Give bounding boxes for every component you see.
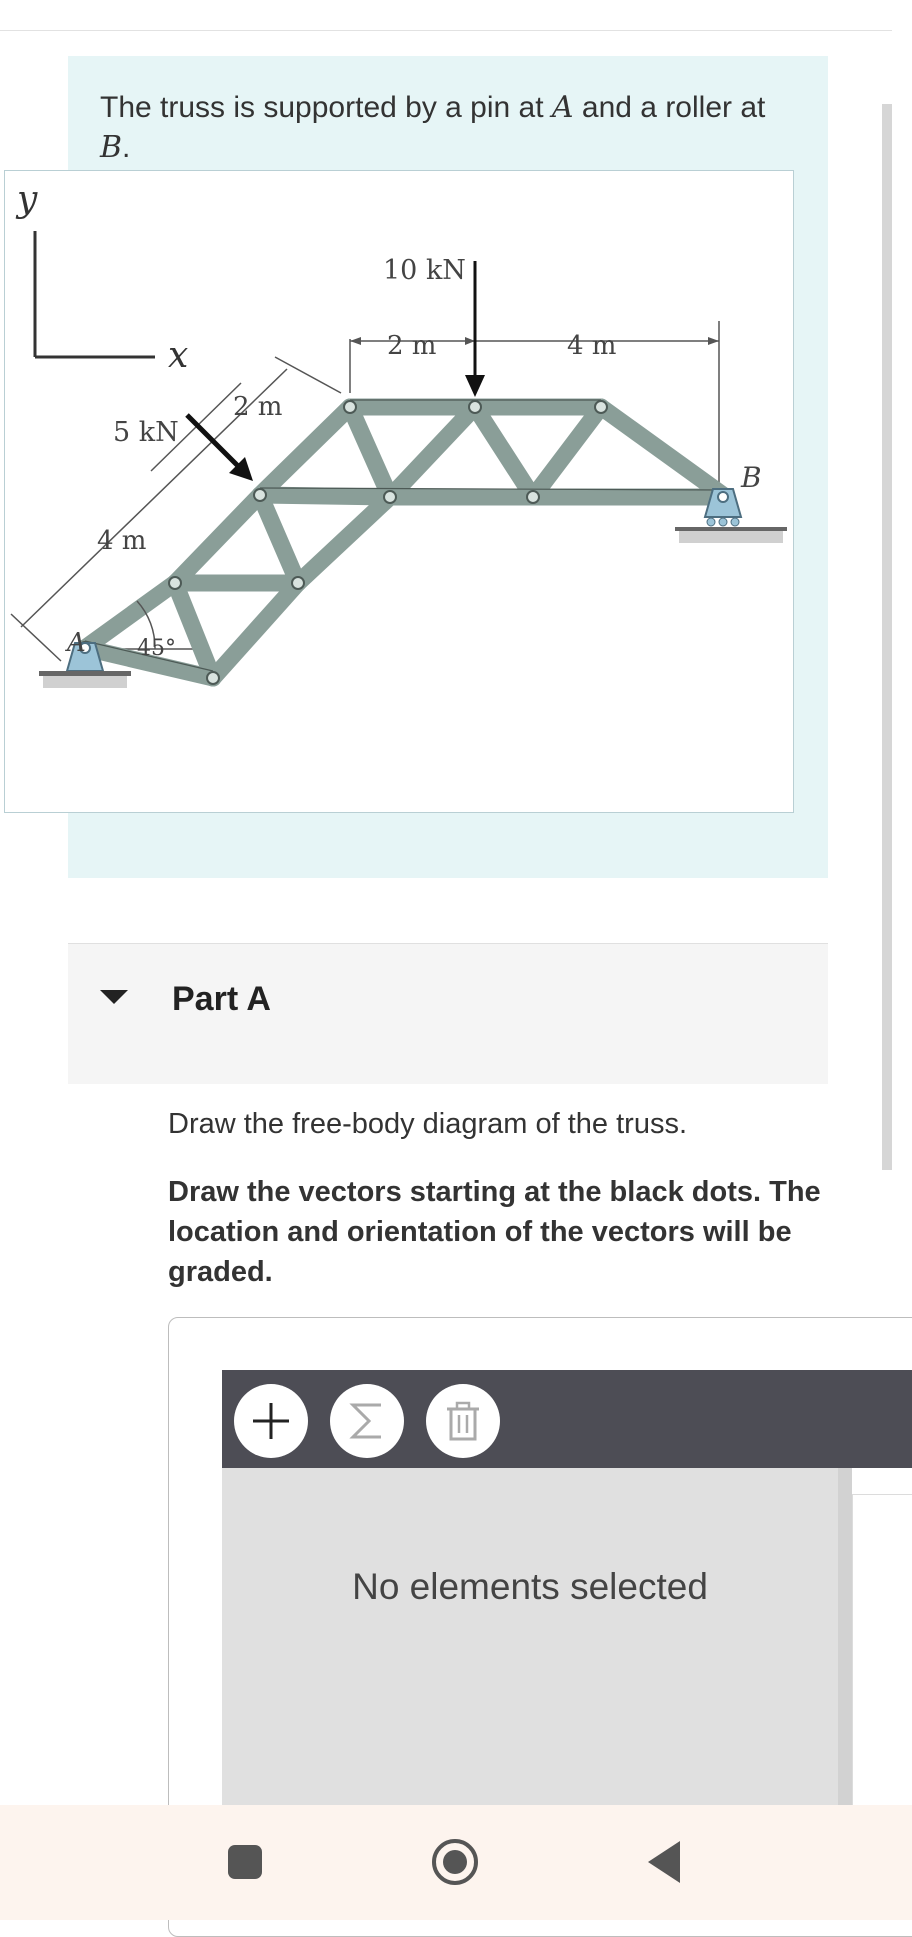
intro-text-2: and a roller at (573, 91, 766, 124)
load-5kn-label: 5 kN (113, 417, 179, 448)
part-title[interactable]: Part A (172, 980, 271, 1018)
plus-icon (249, 1399, 293, 1443)
square-icon (226, 1843, 264, 1881)
back-button[interactable] (644, 1839, 684, 1890)
scrollbar[interactable] (882, 104, 892, 1170)
load-5kn-arrow (187, 415, 253, 481)
dim-4m-top-label: 4 m (567, 331, 617, 361)
load-10kn-label: 10 kN (383, 255, 466, 286)
angle-label: 45° (137, 636, 176, 661)
axis-y-label: y (17, 179, 38, 220)
truss-diagram (5, 171, 795, 814)
add-vector-button[interactable] (234, 1384, 308, 1458)
var-a: A (551, 90, 574, 125)
problem-statement (100, 88, 800, 168)
sigma-icon (345, 1399, 389, 1443)
label-a: A (67, 628, 86, 658)
home-circle-icon (430, 1837, 480, 1887)
truss-members (85, 407, 723, 678)
drawing-canvas[interactable] (222, 1468, 838, 1808)
load-10kn-arrow (465, 261, 485, 397)
back-triangle-icon (644, 1839, 684, 1885)
collapse-triangle-icon[interactable] (100, 990, 128, 1004)
label-b: B (741, 461, 762, 494)
intro-text-1: The truss is supported by a pin at (100, 91, 552, 124)
canvas-edge (838, 1468, 852, 1808)
top-divider (0, 30, 892, 31)
drawing-toolbar (222, 1370, 912, 1468)
var-b: B (100, 130, 123, 165)
axes (35, 231, 155, 357)
home-button[interactable] (430, 1837, 480, 1892)
side-panel (852, 1494, 912, 1815)
intro-text-3: . (122, 131, 131, 164)
trash-icon (441, 1399, 485, 1443)
instruction-bold-text: Draw the vectors starting at the black dots. The location and orientation of the vectors will be graded. (168, 1176, 821, 1288)
no-selection-status: No elements selected (352, 1566, 708, 1607)
dim-2m-diag-label: 2 m (233, 392, 283, 422)
sum-button[interactable] (330, 1384, 404, 1458)
axis-x-label: x (168, 335, 189, 376)
truss-figure (4, 170, 794, 813)
trash-button[interactable] (426, 1384, 500, 1458)
dim-4m-diag-label: 4 m (97, 526, 147, 556)
recent-apps-button[interactable] (226, 1843, 264, 1886)
instruction-text: Draw the free-body diagram of the truss. (168, 1108, 688, 1140)
dim-2m-top-label: 2 m (387, 331, 437, 361)
